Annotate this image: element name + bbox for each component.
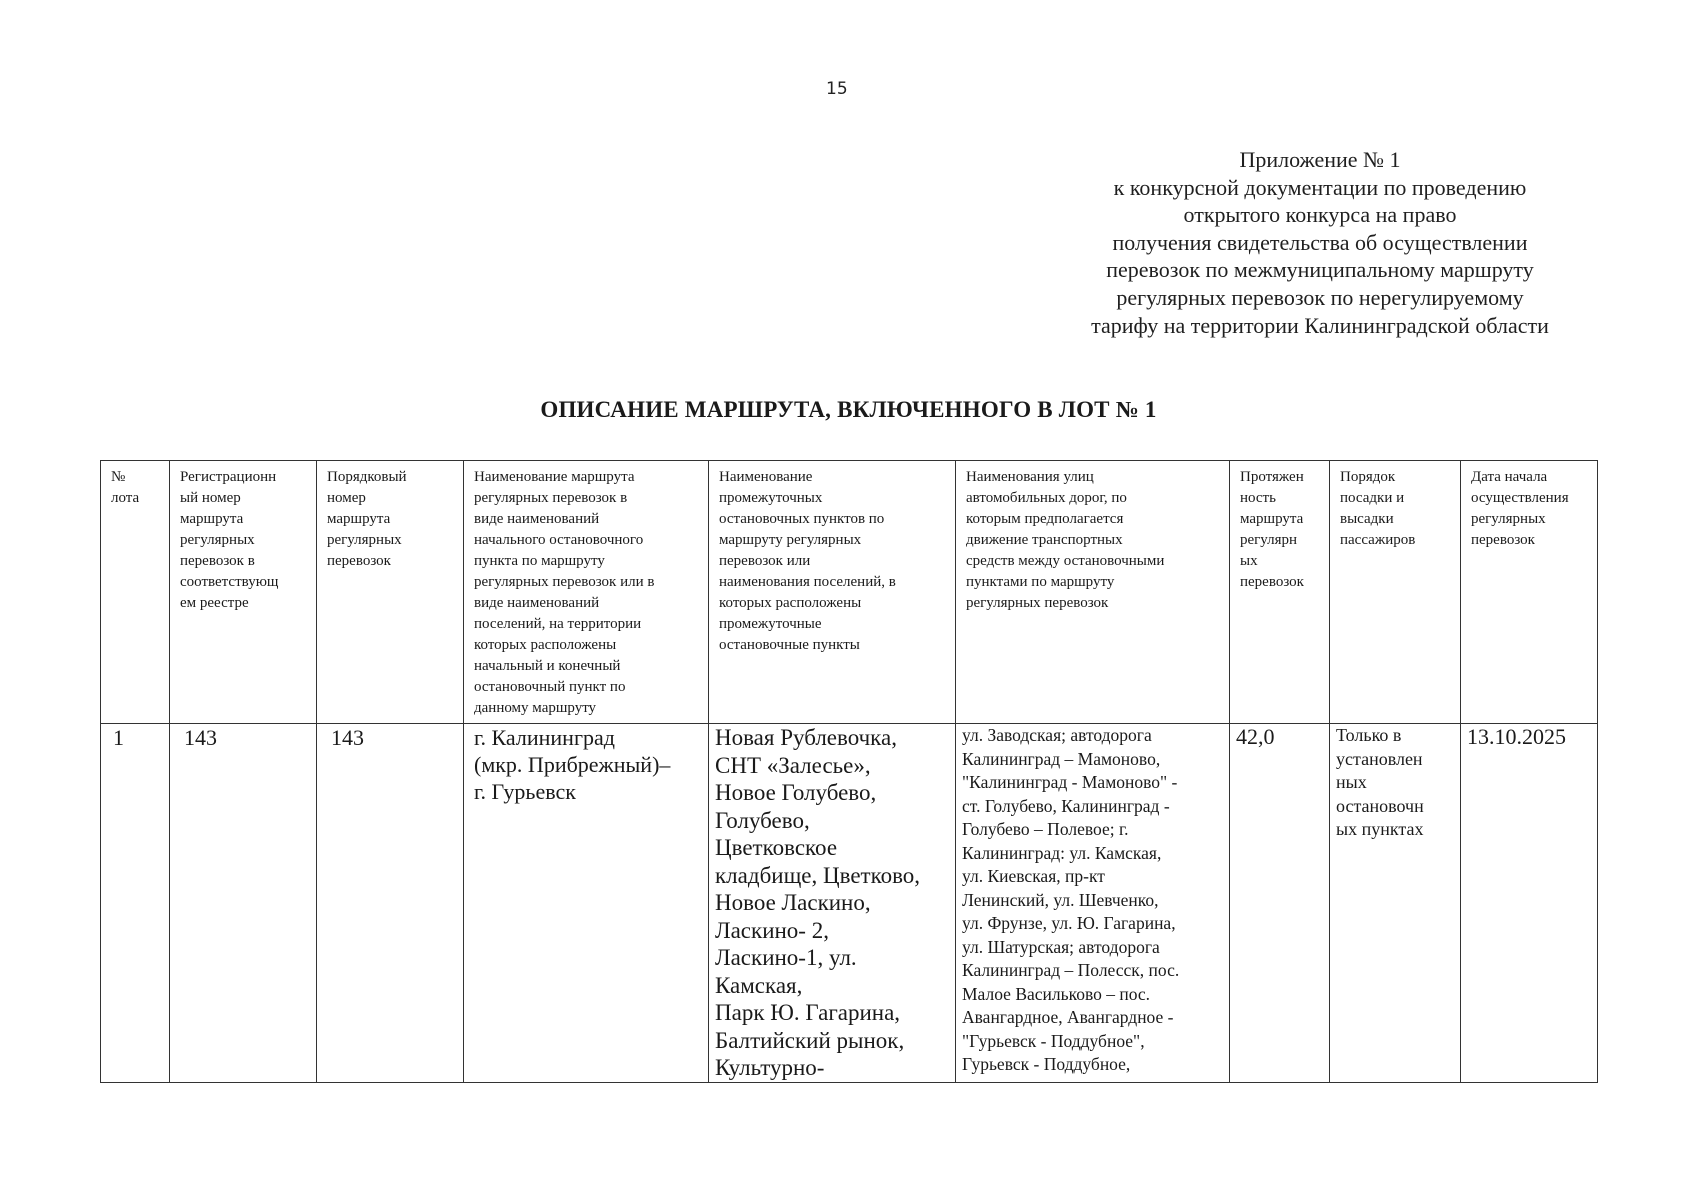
header-route-name [464,461,709,724]
header-registration-number [170,461,317,724]
text-line: ул. Киевская, пр-кт [962,866,1105,886]
text-line: перевозок [1240,574,1304,590]
text-line: Калининград: ул. Камская, [962,842,1162,863]
text-line: начальный и конечный [474,658,621,674]
appendix-line: тарифу на территории Калининградской области [1091,312,1549,338]
text-line: маршруту регулярных [719,532,862,548]
text-line: "Калининград - Мамоново" - [962,772,1178,792]
cell-start-date: 13.10.2025 [1461,724,1598,1083]
text-line: Новое Голубево, [715,780,877,805]
text-line: автомобильных дорог, по [966,490,1127,506]
text-line: ст. Голубево, Калининград - [962,795,1170,816]
text-line: г. Гурьевск [474,779,576,804]
text-line: Голубево, [715,807,810,833]
header-lot-number [101,461,170,724]
text-line: Калининград – Полесск, пос. [962,960,1180,980]
cell-lot-number: 1 [101,724,170,1083]
text-line: Балтийский рынок, [715,1027,905,1053]
appendix-line: к конкурсной документации по проведению [1113,174,1527,200]
header-intermediate-stops [709,461,956,724]
table-row [101,724,1598,1083]
header-route-length [1230,461,1330,724]
text-line: регулярных [327,532,402,548]
text-line: регулярных перевозок в [474,490,628,506]
text-line: Порядковый [327,469,407,485]
text-line: регулярных перевозок [966,595,1109,611]
text-line: № [111,469,126,485]
text-line: регулярных [1471,511,1546,527]
text-line: кладбище, Цветково, [715,862,921,888]
text-line: маршрута [180,511,244,527]
appendix-line: получения свидетельства об осуществлении [1112,229,1528,255]
header-start-date [1461,461,1598,724]
text-line: ем реестре [180,595,249,611]
text-line: регулярных [180,532,255,548]
text-line: пассажиров [1340,532,1416,548]
text-line: остановочные пункты [719,637,860,653]
appendix-heading [1060,146,1580,339]
text-line: наименования поселений, в [719,574,896,590]
appendix-line: Приложение № 1 [1239,147,1401,172]
text-line: ул. Фрунзе, ул. Ю. Гагарина, [962,913,1176,933]
appendix-line: перевозок по межмуниципальному маршруту [1106,257,1534,283]
text-line: Гурьевск - Поддубное, [962,1054,1131,1074]
text-line: Ласкино- 2, [715,917,829,943]
text-line: Новое Ласкино, [715,890,871,915]
table-header-row [101,461,1598,724]
route-table [100,460,1598,1083]
text-line: движение транспортных [966,532,1123,548]
text-line: Калининград – Мамоново, [962,748,1161,769]
text-line: установлен [1336,748,1423,769]
cell-boarding-order [1330,724,1461,1083]
text-line: "Гурьевск - Поддубное", [962,1030,1145,1051]
text-line: Культурно- [715,1055,825,1080]
text-line: Авангардное, Авангардное - [962,1007,1174,1027]
cell-route-name [464,724,709,1083]
text-line: которых расположены [719,595,862,611]
cell-serial-number: 143 [317,724,464,1083]
text-line: Наименование маршрута [474,469,635,485]
text-line: промежуточных [719,490,823,506]
text-line: маршрута [327,511,391,527]
text-line: (мкр. Прибрежный)– [474,752,671,777]
cell-streets [956,724,1230,1083]
text-line: Наименование [719,469,813,485]
text-line: г. Калининград [474,725,615,750]
text-line: лота [111,490,140,506]
cell-registration-number: 143 [170,724,317,1083]
text-line: пункта по маршруту [474,553,605,569]
text-line: промежуточные [719,616,822,632]
header-streets [956,461,1230,724]
text-line: Ласкино-1, ул. [715,945,857,970]
text-line: ность [1240,490,1276,506]
text-line: номер [327,490,366,506]
appendix-line: регулярных перевозок по нерегулируемому [1116,284,1524,310]
text-line: Новая Рублевочка, [715,725,897,750]
text-line: остановочных пунктов по [719,511,885,527]
text-line: поселений, на территории [474,616,642,632]
text-line: перевозок [327,553,391,569]
text-line: ных [1336,772,1367,792]
text-line: перевозок в [180,553,255,569]
text-line: Камская, [715,972,803,998]
text-line: СНТ «Залесье», [715,752,871,778]
text-line: ый номер [180,490,241,506]
text-line: Протяжен [1240,469,1304,485]
text-line: ул. Шатурская; автодорога [962,936,1160,957]
cell-route-length: 42,0 [1230,724,1330,1083]
appendix-line: открытого конкурса на право [1183,202,1457,228]
text-line: регулярных перевозок или в [474,574,655,590]
text-line: Малое Васильково – пос. [962,983,1151,1004]
text-line: которым предполагается [966,511,1124,527]
text-line: начального остановочного [474,532,644,548]
text-line: данному маршруту [474,700,597,716]
text-line: пунктами по маршруту [966,574,1115,590]
text-line: посадки и [1340,490,1405,506]
text-line: Регистрационн [180,469,277,485]
text-line: соответствующ [180,574,279,590]
text-line: перевозок или [719,553,811,569]
header-boarding-order [1330,461,1461,724]
document-title: ОПИСАНИЕ МАРШРУТА, ВКЛЮЧЕННОГО В ЛОТ № 1 [540,397,1157,422]
text-line: Дата начала [1471,469,1548,485]
text-line: перевозок [1471,532,1535,548]
text-line: остановочный пункт по [474,679,626,695]
text-line: Порядок [1340,469,1396,485]
text-line: Ленинский, ул. Шевченко, [962,889,1159,910]
text-line: Голубево – Полевое; г. [962,819,1129,839]
text-line: Цветковское [715,835,838,860]
text-line: виде наименований [474,511,600,527]
text-line: остановочн [1336,795,1424,816]
page-number: 15 [826,79,848,99]
text-line: виде наименований [474,595,600,611]
text-line: ых [1240,553,1258,569]
text-line: Парк Ю. Гагарина, [715,1000,901,1025]
text-line: Наименования улиц [966,469,1094,485]
text-line: ых пунктах [1336,819,1424,839]
text-line: которых расположены [474,637,617,653]
text-line: ул. Заводская; автодорога [962,725,1152,745]
text-line: средств между остановочными [966,553,1165,569]
text-line: высадки [1340,511,1394,527]
text-line: осуществления [1471,490,1569,506]
header-serial-number [317,461,464,724]
text-line: Только в [1336,725,1402,745]
text-line: регулярн [1240,532,1298,548]
text-line: маршрута [1240,511,1304,527]
cell-intermediate-stops [709,724,956,1083]
